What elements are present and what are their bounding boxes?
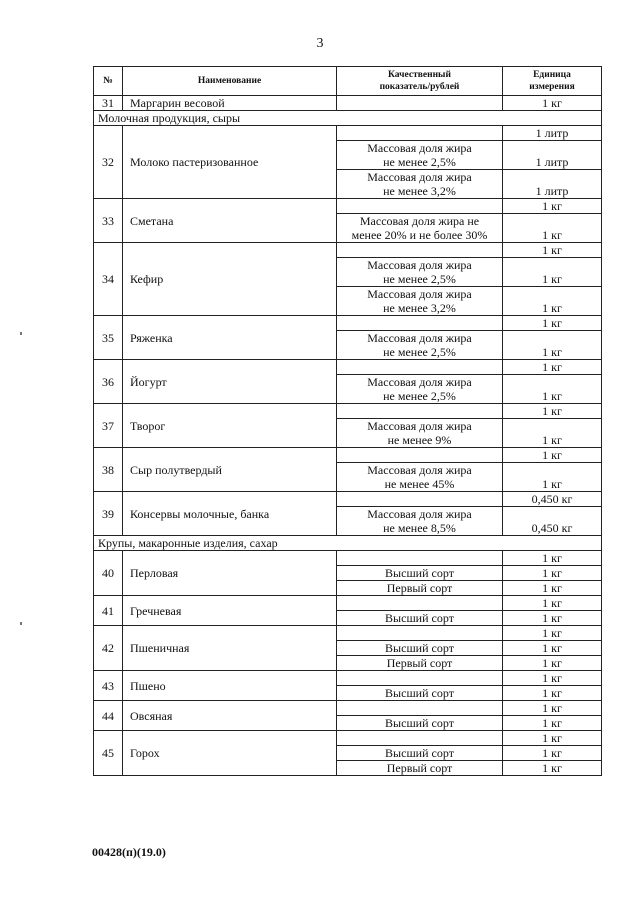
row-quality xyxy=(337,492,503,507)
row-unit: 1 кг xyxy=(503,566,602,581)
row-number: 35 xyxy=(94,316,123,360)
section-title: Крупы, макаронные изделия, сахар xyxy=(94,536,602,551)
row-name: Ряженка xyxy=(123,316,337,360)
row-unit: 1 кг xyxy=(503,656,602,671)
row-number: 37 xyxy=(94,404,123,448)
row-quality xyxy=(337,671,503,686)
row-number: 42 xyxy=(94,626,123,671)
header-unit-line2: измерения xyxy=(529,82,575,92)
quality-line: не менее 2,5% xyxy=(383,345,456,359)
table-row xyxy=(94,199,602,214)
row-quality xyxy=(337,551,503,566)
row-unit: 1 кг xyxy=(503,96,602,111)
table-row xyxy=(94,243,602,258)
header-quality xyxy=(337,67,503,96)
row-unit: 1 кг xyxy=(503,316,602,331)
row-unit: 1 кг xyxy=(503,731,602,746)
row-name: Консервы молочные, банка xyxy=(123,492,337,536)
row-unit: 1 литр xyxy=(503,126,602,141)
row-name: Сыр полутвердый xyxy=(123,448,337,492)
row-name: Пшеничная xyxy=(123,626,337,671)
row-unit: 1 кг xyxy=(503,761,602,776)
quality-line: менее 20% и не более 30% xyxy=(351,228,488,242)
row-unit: 0,450 кг xyxy=(503,507,602,536)
row-quality xyxy=(337,360,503,375)
row-quality xyxy=(337,419,503,448)
table-row xyxy=(94,701,602,716)
row-unit: 1 кг xyxy=(503,626,602,641)
table-row xyxy=(94,360,602,375)
row-quality xyxy=(337,287,503,316)
table-row xyxy=(94,731,602,746)
document-code: 00428(п)(19.0) xyxy=(92,845,166,859)
row-unit: 1 кг xyxy=(503,331,602,360)
header-unit-line1: Единица xyxy=(533,70,571,80)
row-quality xyxy=(337,199,503,214)
row-unit: 1 кг xyxy=(503,419,602,448)
row-quality xyxy=(337,375,503,404)
row-quality xyxy=(337,214,503,243)
quality-line: не менее 45% xyxy=(384,477,455,491)
scan-mark xyxy=(20,332,22,335)
row-number: 45 xyxy=(94,731,123,776)
row-quality xyxy=(337,404,503,419)
row-unit: 1 кг xyxy=(503,404,602,419)
header-row xyxy=(94,67,602,96)
row-quality: Высший сорт xyxy=(337,566,503,581)
header-quality-line1: Качественный xyxy=(388,70,451,80)
row-quality: Первый сорт xyxy=(337,761,503,776)
row-quality xyxy=(337,463,503,492)
quality-line: Массовая доля жира xyxy=(367,331,472,345)
row-quality xyxy=(337,243,503,258)
quality-line: Массовая доля жира xyxy=(367,287,472,301)
row-number: 44 xyxy=(94,701,123,731)
row-number: 32 xyxy=(94,126,123,199)
quality-line: не менее 9% xyxy=(387,433,452,447)
row-number: 39 xyxy=(94,492,123,536)
quality-line: Массовая доля жира xyxy=(367,258,472,272)
header-quality-line2: показатель/рублей xyxy=(379,82,460,92)
row-quality: Высший сорт xyxy=(337,746,503,761)
row-name: Маргарин весовой xyxy=(123,96,337,111)
row-quality xyxy=(337,596,503,611)
row-name: Овсяная xyxy=(123,701,337,731)
row-quality xyxy=(337,258,503,287)
row-quality xyxy=(337,96,503,111)
quality-line: не менее 3,2% xyxy=(383,301,456,315)
row-unit: 1 кг xyxy=(503,716,602,731)
quality-line: Массовая доля жира xyxy=(367,375,472,389)
price-table xyxy=(93,66,602,776)
table-row xyxy=(94,671,602,686)
quality-line: Массовая доля жира xyxy=(367,419,472,433)
row-unit: 1 кг xyxy=(503,199,602,214)
row-unit: 1 литр xyxy=(503,170,602,199)
row-name: Молоко пастеризованное xyxy=(123,126,337,199)
quality-line: Массовая доля жира xyxy=(367,141,472,155)
row-unit: 1 кг xyxy=(503,360,602,375)
scan-mark xyxy=(20,622,22,625)
row-name: Творог xyxy=(123,404,337,448)
row-unit: 1 кг xyxy=(503,258,602,287)
row-unit: 1 кг xyxy=(503,243,602,258)
table-row xyxy=(94,96,602,111)
row-quality: Высший сорт xyxy=(337,716,503,731)
row-quality xyxy=(337,731,503,746)
row-number: 40 xyxy=(94,551,123,596)
row-unit: 1 кг xyxy=(503,214,602,243)
row-number: 43 xyxy=(94,671,123,701)
row-unit: 1 кг xyxy=(503,375,602,404)
header-name: Наименование xyxy=(123,67,337,96)
quality-line: не менее 2,5% xyxy=(383,389,456,403)
header-num: № xyxy=(94,67,123,96)
row-unit: 1 кг xyxy=(503,463,602,492)
row-quality xyxy=(337,626,503,641)
row-quality xyxy=(337,331,503,360)
section-title: Молочная продукция, сыры xyxy=(94,111,602,126)
row-name: Горох xyxy=(123,731,337,776)
quality-line: не менее 3,2% xyxy=(383,184,456,198)
row-name: Кефир xyxy=(123,243,337,316)
row-unit: 1 кг xyxy=(503,641,602,656)
quality-line: Массовая доля жира xyxy=(367,463,472,477)
row-number: 34 xyxy=(94,243,123,316)
row-number: 33 xyxy=(94,199,123,243)
row-unit: 1 кг xyxy=(503,611,602,626)
page-number: 3 xyxy=(316,36,324,51)
quality-line: не менее 2,5% xyxy=(383,272,456,286)
row-unit: 1 кг xyxy=(503,596,602,611)
table-row xyxy=(94,596,602,611)
table-row xyxy=(94,126,602,141)
row-number: 31 xyxy=(94,96,123,111)
row-name: Перловая xyxy=(123,551,337,596)
row-quality xyxy=(337,701,503,716)
section-row xyxy=(94,111,602,126)
quality-line: не менее 8,5% xyxy=(383,521,456,535)
quality-line: Массовая доля жира xyxy=(367,507,472,521)
quality-line: Массовая доля жира не xyxy=(359,214,480,228)
row-unit: 1 кг xyxy=(503,448,602,463)
table-row xyxy=(94,492,602,507)
row-unit: 1 литр xyxy=(503,141,602,170)
row-unit: 0,450 кг xyxy=(503,492,602,507)
row-quality: Первый сорт xyxy=(337,656,503,671)
row-quality: Высший сорт xyxy=(337,641,503,656)
row-quality: Первый сорт xyxy=(337,581,503,596)
row-quality: Высший сорт xyxy=(337,611,503,626)
row-unit: 1 кг xyxy=(503,671,602,686)
row-unit: 1 кг xyxy=(503,686,602,701)
quality-line: Массовая доля жира xyxy=(367,170,472,184)
row-quality xyxy=(337,507,503,536)
header-unit xyxy=(503,67,602,96)
row-quality: Высший сорт xyxy=(337,686,503,701)
row-unit: 1 кг xyxy=(503,287,602,316)
row-unit: 1 кг xyxy=(503,701,602,716)
quality-line: не менее 2,5% xyxy=(383,155,456,169)
table-row xyxy=(94,626,602,641)
row-number: 36 xyxy=(94,360,123,404)
row-name: Пшено xyxy=(123,671,337,701)
row-quality xyxy=(337,141,503,170)
table-row xyxy=(94,316,602,331)
row-number: 41 xyxy=(94,596,123,626)
row-name: Сметана xyxy=(123,199,337,243)
row-name: Йогурт xyxy=(123,360,337,404)
row-quality xyxy=(337,170,503,199)
row-unit: 1 кг xyxy=(503,581,602,596)
row-unit: 1 кг xyxy=(503,551,602,566)
section-row xyxy=(94,536,602,551)
row-number: 38 xyxy=(94,448,123,492)
row-name: Гречневая xyxy=(123,596,337,626)
table-row xyxy=(94,448,602,463)
table-row xyxy=(94,551,602,566)
row-unit: 1 кг xyxy=(503,746,602,761)
row-quality xyxy=(337,126,503,141)
row-quality xyxy=(337,448,503,463)
table-row xyxy=(94,404,602,419)
row-quality xyxy=(337,316,503,331)
